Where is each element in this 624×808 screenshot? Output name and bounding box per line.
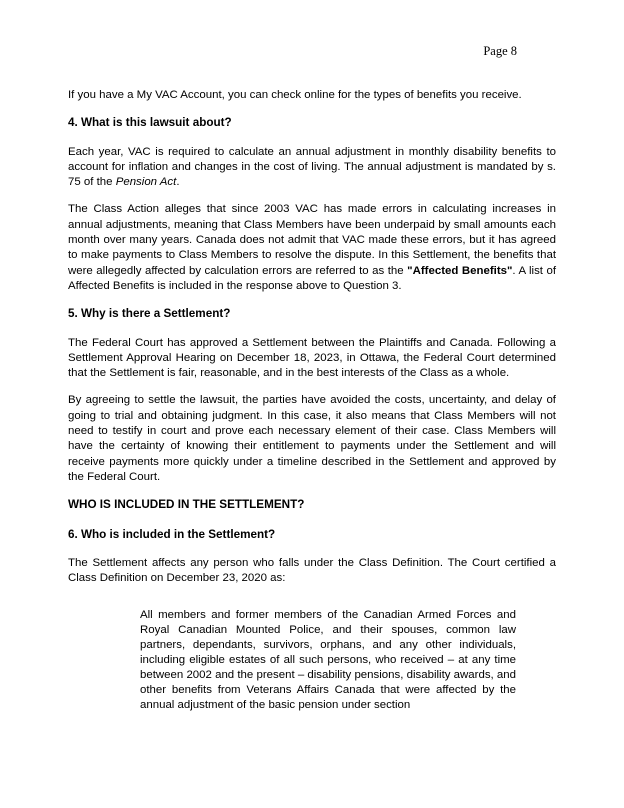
q4-p1-period: . — [176, 176, 180, 189]
question-4-paragraph-2 — [68, 202, 556, 294]
question-4-paragraph-1 — [68, 145, 556, 191]
who-is-included-section-heading: WHO IS INCLUDED IN THE SETTLEMENT? — [68, 498, 305, 512]
question-6-paragraph-1: The Settlement affects any person who falls under the Class Definition. The Court certified a Class Definition on December 23, 2020 as: — [68, 556, 556, 585]
question-5-paragraph-2: By agreeing to settle the lawsuit, the parties have avoided the costs, uncertainty, and delay of going to trial and obtaining judgment. In this case, it also means that Class Members will not need to testify in court and prove each necessary element of their case. Class Members will have the certainty of knowing their entitlement to payments under the Settlement and will receive payments more quickly under a timeline described in the Settlement and approved by the Federal Court. — [68, 394, 556, 483]
q4-p1-text: Each year, VAC is required to calculate an annual adjustment in monthly disability benefits to account for inflation and changes in the cost of living. The annual adjustment is mandated by s. 75 of the — [68, 145, 556, 189]
pension-act-italic-text: Pension Act — [115, 176, 177, 189]
question-4-heading: 4. What is this lawsuit about? — [68, 116, 232, 130]
page-number: Page 8 — [483, 44, 517, 58]
q4-p2-text: The Class Action alleges that since 2003 VAC has made errors in calculating increases in annual adjustments, meaning that Class Members have been underpaid by small amounts each month over many years. Canada does not admit that VAC made these errors, but it has agreed to make payments to Class Members to resolve the dispute. In this Settlement, the benefits that were allegedly affected by calculation errors are referred to as the — [68, 203, 556, 277]
question-5-heading: 5. Why is there a Settlement? — [68, 307, 231, 321]
class-definition-quote: All members and former members of the Canadian Armed Forces and Royal Canadian Mounted Police, and their spouses, common law partners, dependants, survivors, orphans, and any other individuals, including eligible estates of all such persons, who received – at any time between 2002 and the present – disability pensions, disability awards, and other benefits from Veterans Affairs Canada that were affected by the annual adjustment of the basic pension under section — [140, 609, 516, 712]
question-6-heading: 6. Who is included in the Settlement? — [68, 527, 276, 541]
affected-benefits-bold-text: "Affected Benefits" — [407, 264, 513, 277]
question-5-paragraph-1: The Federal Court has approved a Settlement between the Plaintiffs and Canada. Following a Settlement Approval Hearing on December 18, 2023, in Ottawa, the Federal Court determined that the Settlement is fair, reasonable, and in the best interests of the Class as a whole. — [68, 336, 556, 380]
q4-p2-closing-text: . A list of Affected Benefits is included in the response above to Question 3. — [68, 264, 557, 292]
intro-paragraph: If you have a My VAC Account, you can check online for the types of benefits you receive. — [68, 89, 522, 101]
